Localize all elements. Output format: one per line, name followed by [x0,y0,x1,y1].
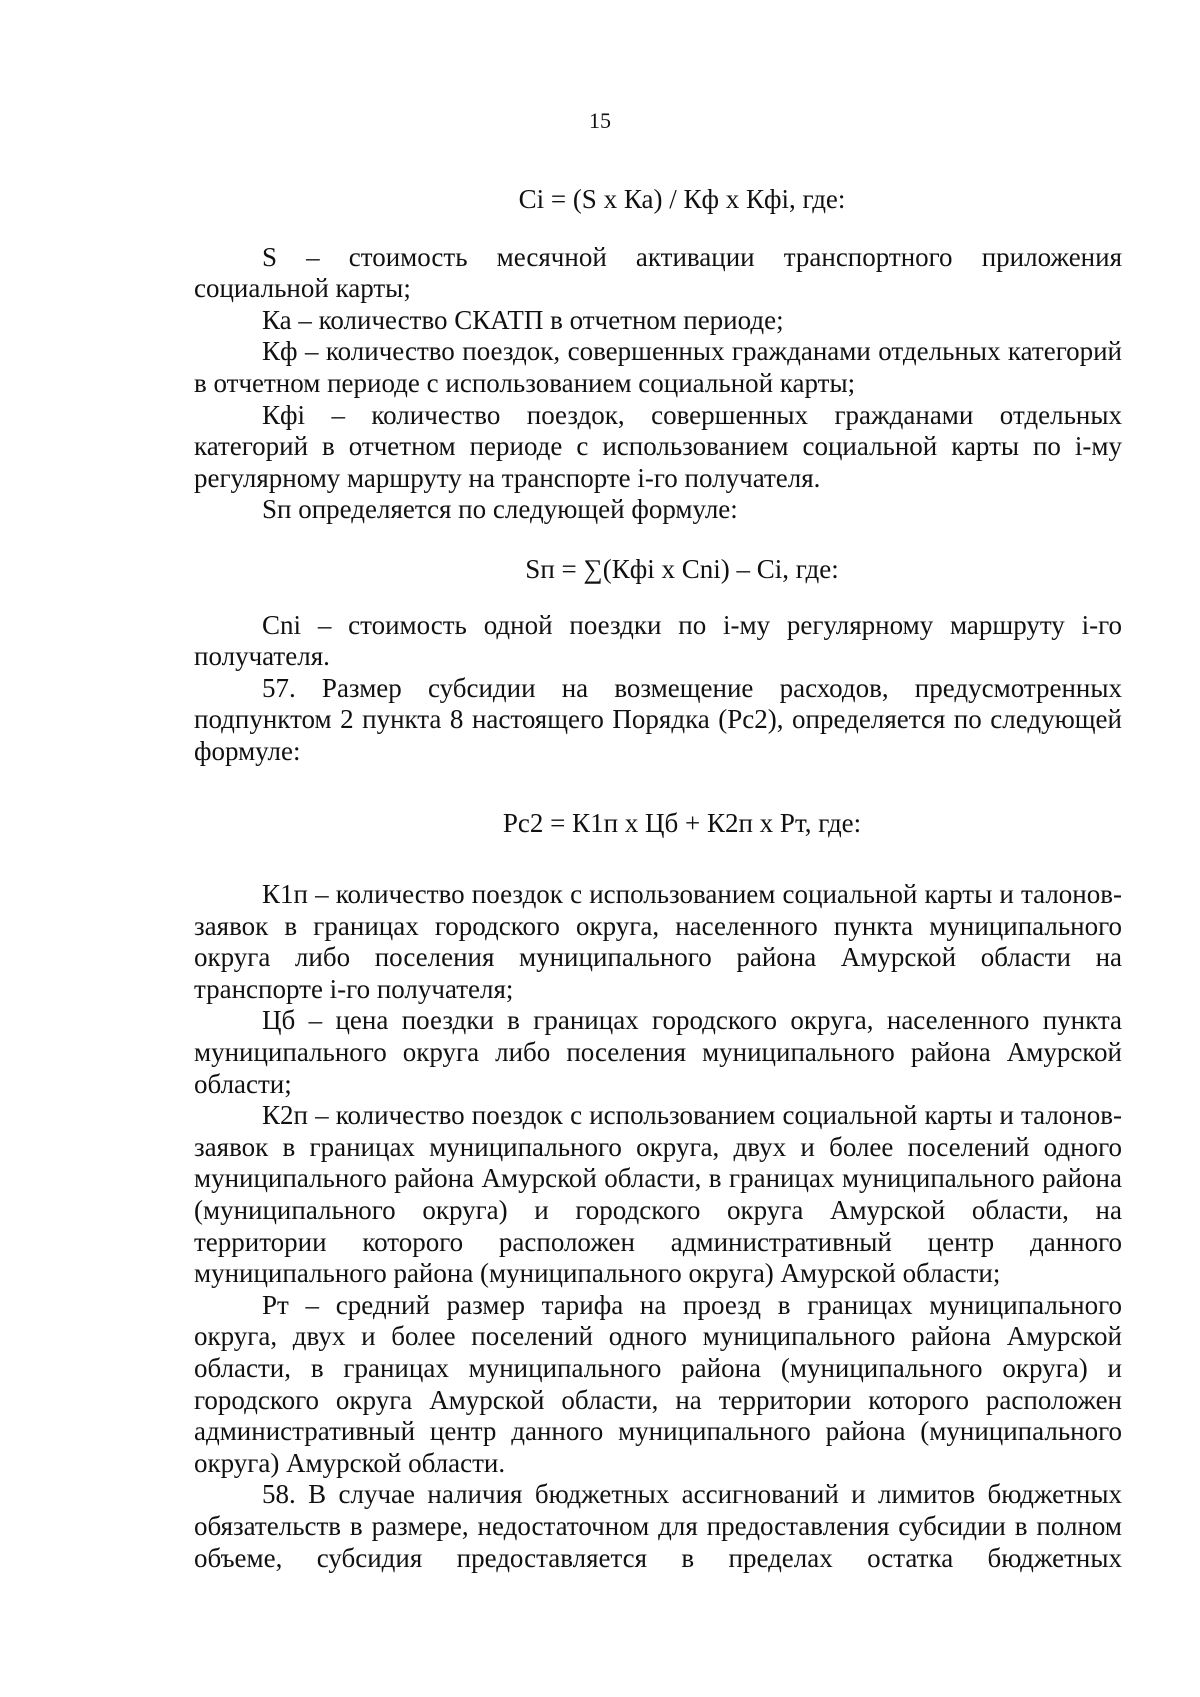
definition-rt: Рт – средний размер тарифа на проезд в границах муниципального округа, двух и более поселений одного муниципального района Амурской области, в границах муниципального района (муниципального округа) и городского округа Амурской области, на территории которого расположен административный центр данного муниципального района (муниципального округа) Амурской области. [194,1289,1122,1478]
definition-kf: Кф – количество поездок, совершенных гражданами отдельных категорий в отчетном периоде с использованием социальной карты; [194,336,1122,398]
definition-k2p: К2п – количество поездок с использованием социальной карты и талонов-заявок в границах муниципального округа, двух и более поселений одного муниципального района Амурской области, в границах муниципального района (муниципального округа) и городского округа Амурской области, на территории которого расположен административный центр данного муниципального района (муниципального округа) Амурской области; [194,1100,1122,1289]
page-number: 15 [589,108,611,133]
definition-kfi: Кфi – количество поездок, совершенных гражданами отдельных категорий в отчетном периоде с использованием социальной карты по i-му регулярному маршруту на транспорте i-го получателя. [194,399,1122,493]
definition-cb: Цб – цена поездки в границах городского округа, населенного пункта муниципального округа либо поселения муниципального района Амурской области; [194,1005,1122,1099]
document-body [194,184,1122,1574]
formula-ci: Сi = (S х Ка) / Кф х Кфi, где: [518,184,846,214]
formula-pc2: Рс2 = К1п х Цб + К2п х Рт, где: [502,807,862,838]
definition-ka: Ка – количество СКАТП в отчетном периоде; [262,304,784,335]
paragraph-57: 57. Размер субсидии на возмещение расходов, предусмотренных подпунктом 2 пункта 8 настоящего Порядка (Рс2), определяется по следующей формуле: [194,672,1122,766]
definition-k1p: К1п – количество поездок с использованием социальной карты и талонов-заявок в границах городского округа, населенного пункта муниципального округа либо поселения муниципального района Амурской области на транспорте i-го получателя; [194,879,1122,1004]
sp-intro: Sп определяется по следующей формуле: [262,494,738,525]
paragraph-58: 58. В случае наличия бюджетных ассигнований и лимитов бюджетных обязательств в размере, недостаточном для предоставления субсидии в полном объеме, субсидия предоставляется в пределах остатка бюджетных [194,1479,1122,1573]
definition-s: S – стоимость месячной активации транспортного приложения социальной карты; [194,241,1122,304]
formula-sp: Sп = ∑(Кфi х Сni) – Сi, где: [525,553,839,584]
definition-cni: Сni – стоимость одной поездки по i-му регулярному маршруту i-го получателя. [194,609,1122,672]
